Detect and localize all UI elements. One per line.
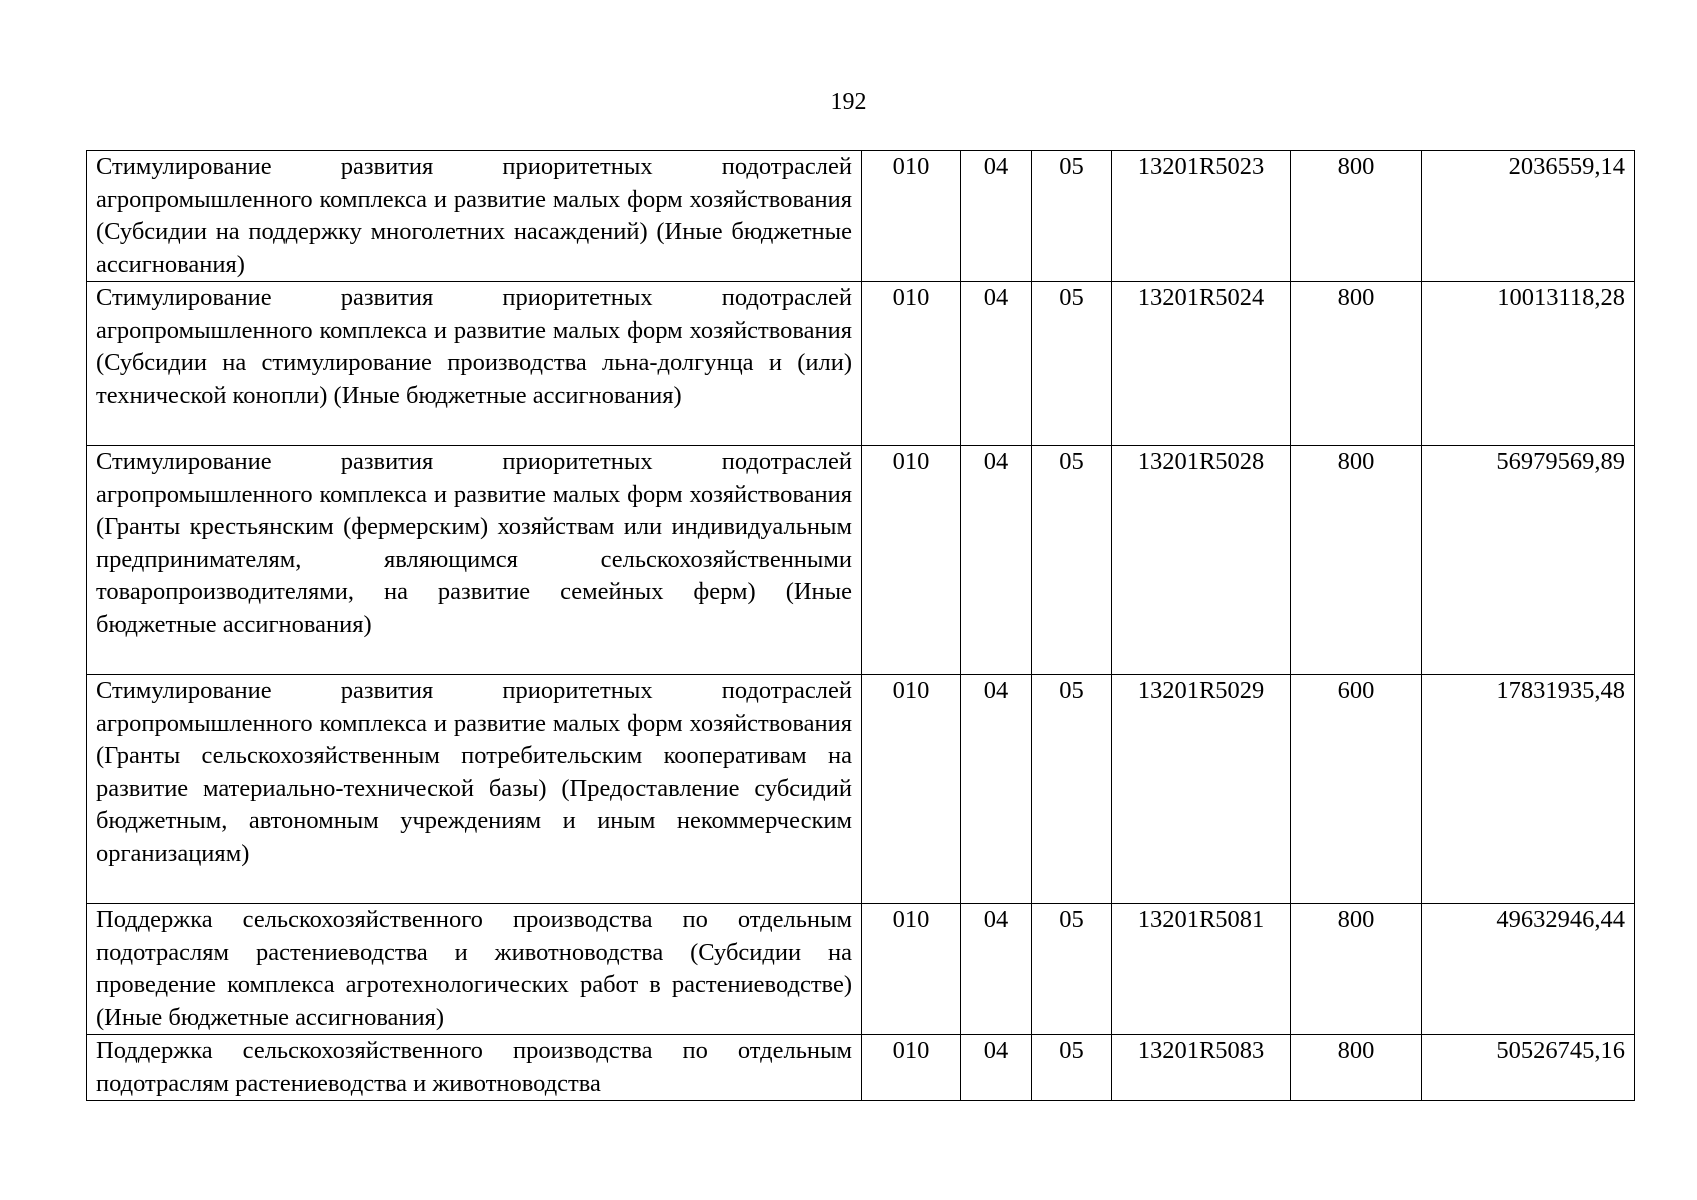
row-code: 010	[862, 1035, 961, 1101]
row-subsection: 05	[1032, 446, 1112, 675]
row-section: 04	[961, 904, 1032, 1035]
row-expense-type: 800	[1291, 151, 1422, 282]
table-row	[87, 282, 1635, 446]
row-description: Стимулирование развития приоритетных подотраслей агропромышленного комплекса и развитие малых форм хозяйствования (Субсидии на поддержку многолетних насаждений) (Иные бюджетные ассигнования)	[87, 151, 862, 282]
row-amount: 2036559,14	[1422, 151, 1635, 282]
row-code: 010	[862, 446, 961, 675]
row-expense-type: 800	[1291, 282, 1422, 446]
row-amount: 49632946,44	[1422, 904, 1635, 1035]
row-section: 04	[961, 1035, 1032, 1101]
row-code: 010	[862, 282, 961, 446]
row-subsection: 05	[1032, 675, 1112, 904]
row-expense-type: 800	[1291, 446, 1422, 675]
row-amount: 10013118,28	[1422, 282, 1635, 446]
row-target: 13201R5028	[1112, 446, 1291, 675]
row-code: 010	[862, 675, 961, 904]
row-target: 13201R5081	[1112, 904, 1291, 1035]
table-row	[87, 904, 1635, 1035]
row-subsection: 05	[1032, 151, 1112, 282]
row-section: 04	[961, 675, 1032, 904]
row-code: 010	[862, 904, 961, 1035]
row-code: 010	[862, 151, 961, 282]
row-section: 04	[961, 151, 1032, 282]
row-target: 13201R5023	[1112, 151, 1291, 282]
row-amount: 50526745,16	[1422, 1035, 1635, 1101]
budget-table	[86, 150, 1635, 1101]
row-subsection: 05	[1032, 904, 1112, 1035]
row-description: Поддержка сельскохозяйственного производства по отдельным подотраслям растениеводства и животноводства	[87, 1035, 862, 1101]
row-section: 04	[961, 282, 1032, 446]
row-target: 13201R5029	[1112, 675, 1291, 904]
table-row	[87, 1035, 1635, 1101]
table-row	[87, 151, 1635, 282]
row-subsection: 05	[1032, 282, 1112, 446]
row-expense-type: 800	[1291, 904, 1422, 1035]
page-number: 192	[830, 89, 867, 115]
row-target: 13201R5083	[1112, 1035, 1291, 1101]
row-amount: 56979569,89	[1422, 446, 1635, 675]
row-description: Поддержка сельскохозяйственного производства по отдельным подотраслям растениеводства и животноводства (Субсидии на проведение комплекса агротехнологических работ в растениеводстве) (Иные бюджетные ассигнования)	[87, 904, 862, 1035]
row-subsection: 05	[1032, 1035, 1112, 1101]
row-amount: 17831935,48	[1422, 675, 1635, 904]
row-description: Стимулирование развития приоритетных подотраслей агропромышленного комплекса и развитие малых форм хозяйствования (Гранты крестьянским (фермерским) хозяйствам или индивидуальным предпринимателям, являющимся сельскохозяйственными товаропроизводителями, на развитие семейных ферм) (Иные бюджетные ассигнования)	[87, 446, 862, 675]
row-description: Стимулирование развития приоритетных подотраслей агропромышленного комплекса и развитие малых форм хозяйствования (Гранты сельскохозяйственным потребительским кооперативам на развитие материально-технической базы) (Предоставление субсидий бюджетным, автономным учреждениям и иным некоммерческим организациям)	[87, 675, 862, 904]
table-row	[87, 675, 1635, 904]
row-description: Стимулирование развития приоритетных подотраслей агропромышленного комплекса и развитие малых форм хозяйствования (Субсидии на стимулирование производства льна-долгунца и (или) технической конопли) (Иные бюджетные ассигнования)	[87, 282, 862, 446]
row-section: 04	[961, 446, 1032, 675]
table-row	[87, 446, 1635, 675]
row-expense-type: 600	[1291, 675, 1422, 904]
row-target: 13201R5024	[1112, 282, 1291, 446]
row-expense-type: 800	[1291, 1035, 1422, 1101]
